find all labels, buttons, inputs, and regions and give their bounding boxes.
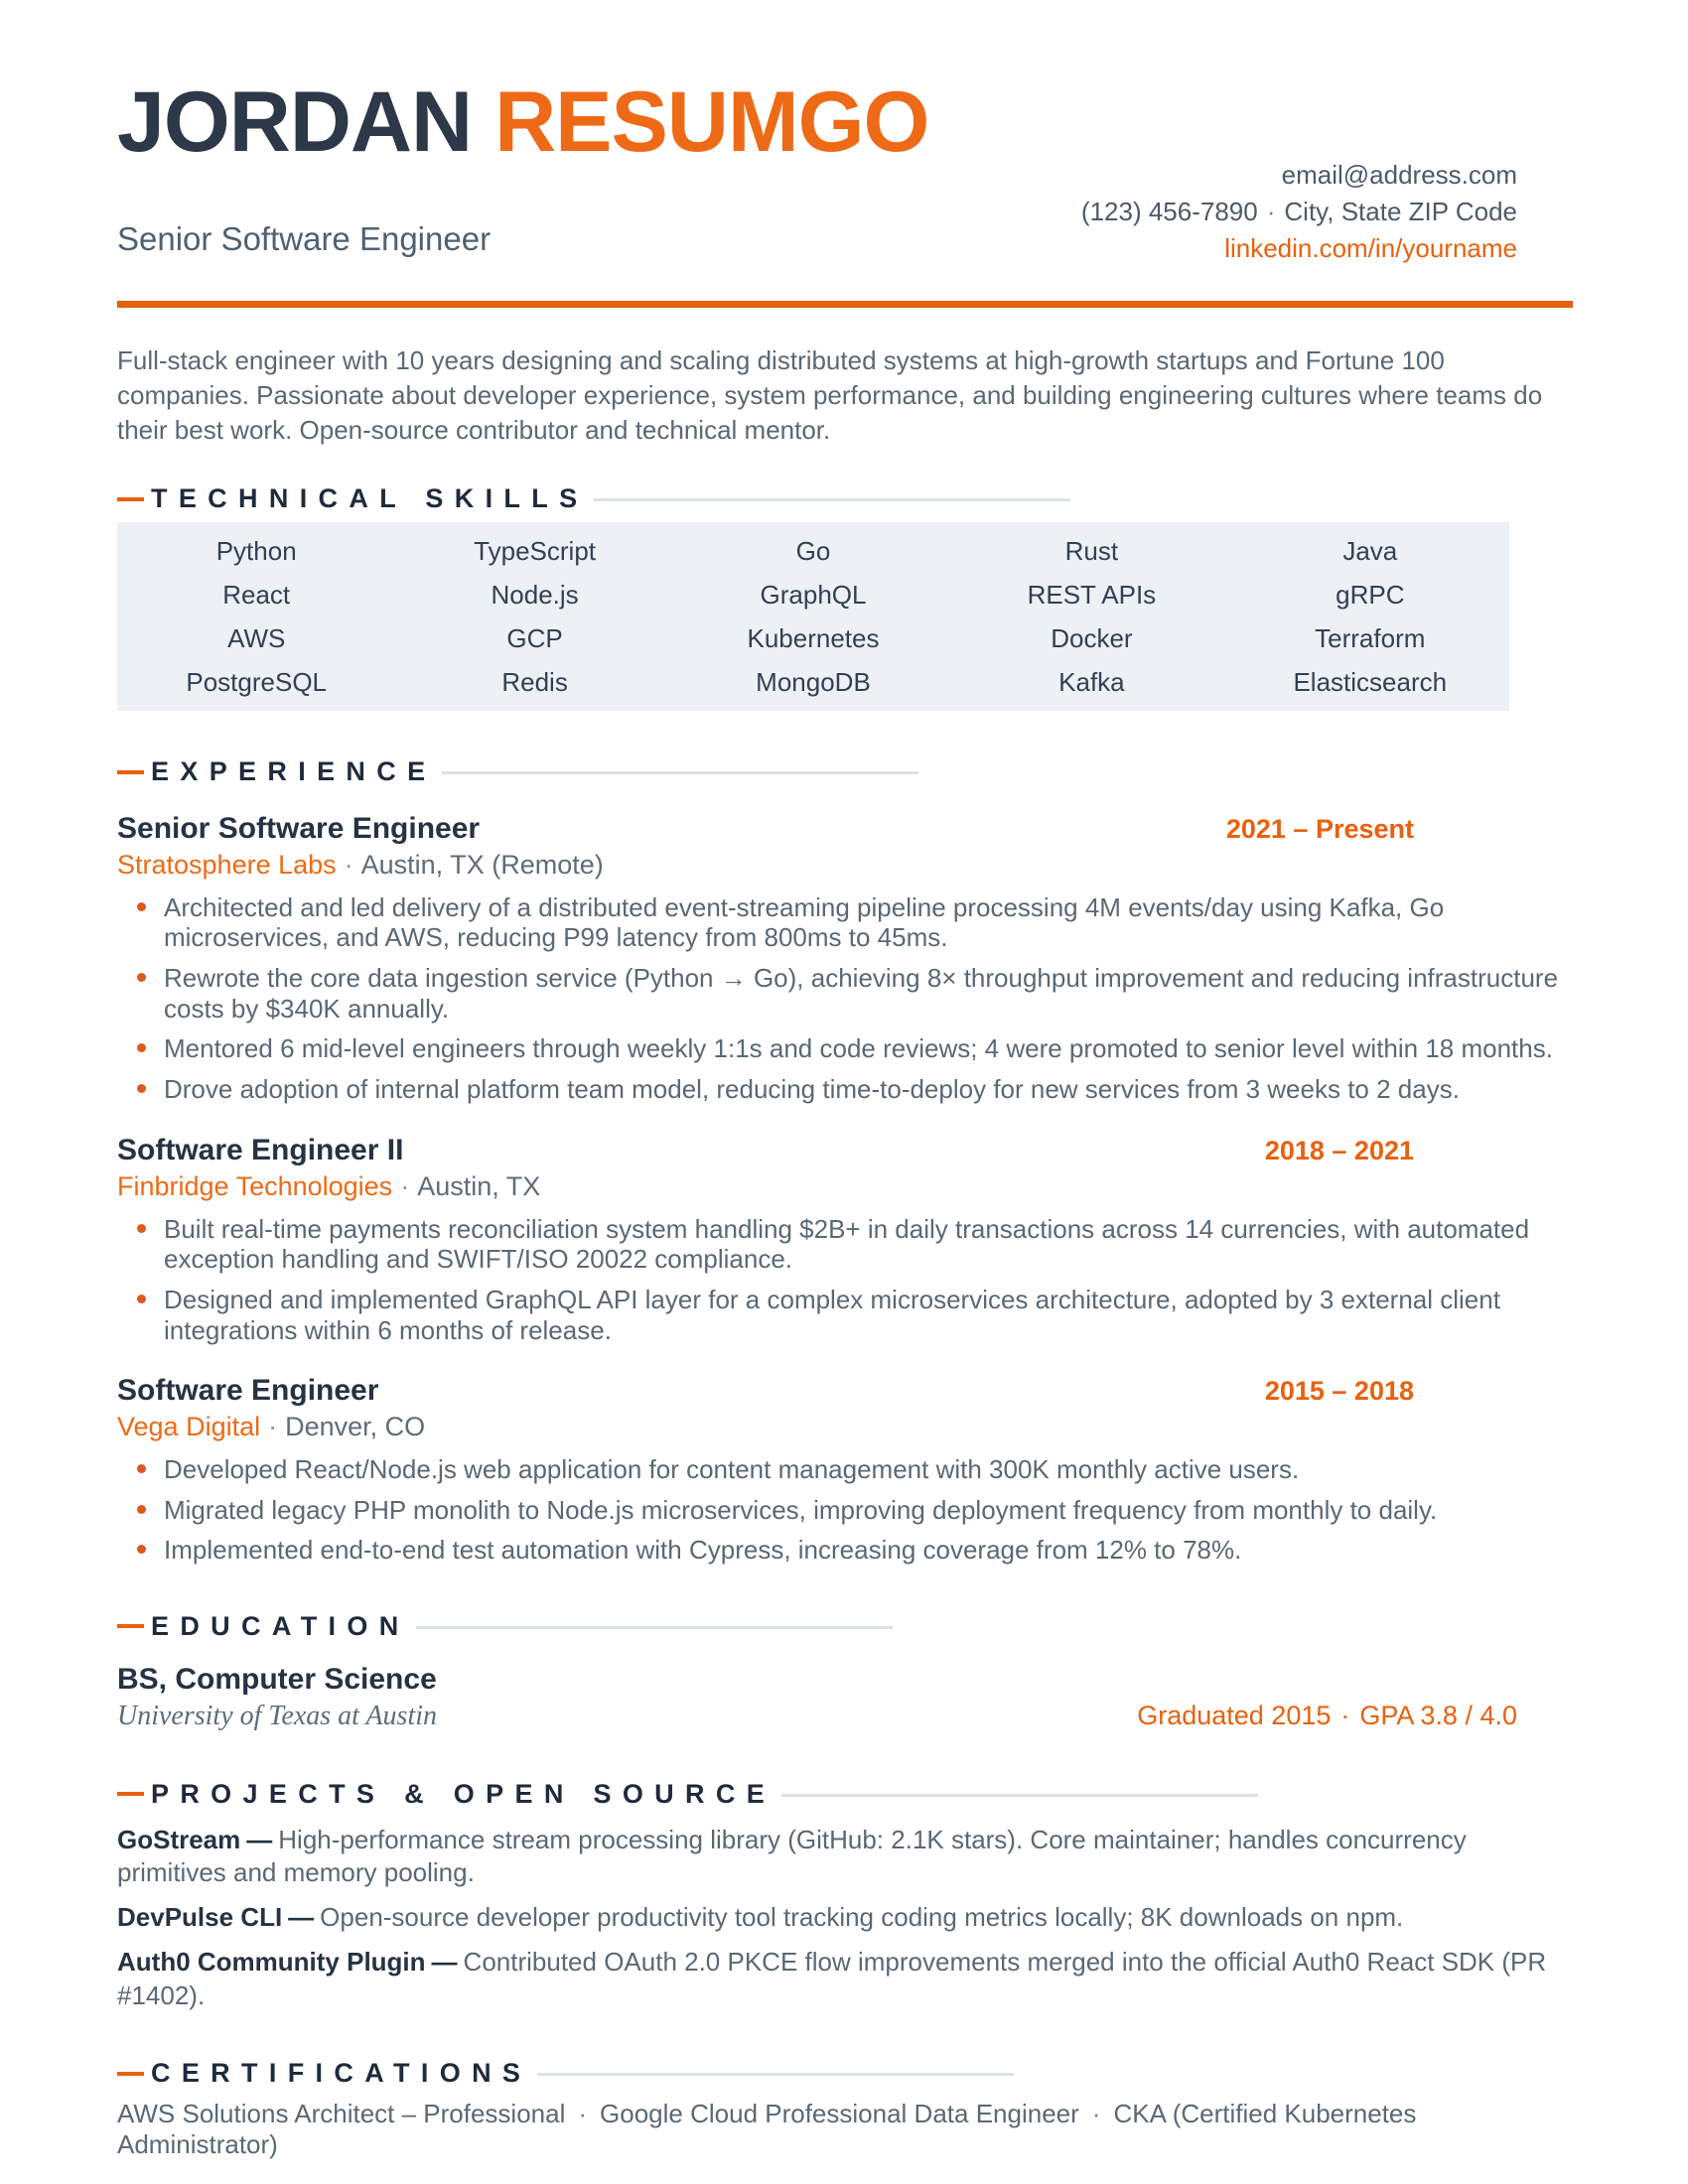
- job-bullet: Developed React/Node.js web application for content management with 300K monthly active users.: [164, 1454, 1573, 1485]
- job-entry: [117, 813, 1573, 1105]
- job-title: Senior Software Engineer: [117, 812, 481, 846]
- certifications-line: [117, 2099, 1573, 2160]
- project-name: GoStream: [117, 1824, 241, 1854]
- job-entry: [117, 1135, 1573, 1345]
- skill-item: MongoDB: [756, 667, 871, 698]
- project-name: DevPulse CLI: [117, 1902, 283, 1933]
- skill-item: PostgreSQL: [186, 667, 328, 698]
- contact-phone-line: [1081, 194, 1517, 230]
- education-detail-row: [117, 1701, 1573, 1732]
- job-dates: 2015 – 2018: [1264, 1376, 1414, 1407]
- headline: Senior Software Engineer: [117, 220, 492, 257]
- contact-separator: ·: [1266, 196, 1276, 226]
- name-block: [117, 74, 929, 258]
- section-line: [594, 498, 1070, 501]
- name-heading: [117, 74, 929, 170]
- header-rule: [117, 301, 1573, 308]
- job-bullet: Rewrote the core data ingestion service (Python → Go), achieving 8× throughput improvement and reducing infrastructure costs by $340K annually.: [164, 963, 1573, 1024]
- contact-phone: (123) 456-7890: [1080, 196, 1258, 226]
- job-entry: [117, 1375, 1573, 1566]
- certification-item: CKA (Certified Kubernetes Administrator): [117, 2099, 1417, 2160]
- company-separator: ·: [400, 1170, 410, 1201]
- job-bullets: [117, 1454, 1573, 1566]
- skill-item: Terraform: [1315, 623, 1426, 654]
- skill-item: Redis: [501, 667, 568, 698]
- section-line: [442, 771, 918, 774]
- skill-item: GraphQL: [760, 580, 867, 611]
- school-name: University of Texas at Austin: [117, 1701, 437, 1732]
- section-title-education: EDUCATION: [151, 1610, 410, 1641]
- project-dash: —: [431, 1947, 458, 1978]
- section-dash-icon: [117, 1624, 144, 1628]
- section-technical-skills: [117, 483, 1573, 711]
- job-bullet: Built real-time payments reconciliation system handling $2B+ in daily transactions across 14 currencies, with automated exception handling and SWIFT/ISO 20022 compliance.: [164, 1214, 1573, 1275]
- section-education: [117, 1611, 1573, 1733]
- job-bullet: Designed and implemented GraphQL API layer for a complex microservices architecture, adopted by 3 external client integrations within 6 months of release.: [164, 1285, 1573, 1345]
- skill-item: gRPC: [1336, 580, 1405, 611]
- education-separator: ·: [1340, 1701, 1350, 1731]
- skill-item: Go: [795, 536, 831, 567]
- job-location: Austin, TX: [417, 1170, 541, 1201]
- company-name: Vega Digital: [117, 1412, 261, 1442]
- job-head: [117, 1375, 1573, 1407]
- job-head: [117, 813, 1573, 845]
- skill-item: GCP: [506, 623, 563, 654]
- job-location: Austin, TX (Remote): [360, 850, 604, 881]
- graduation-info: [1137, 1701, 1517, 1732]
- certification-separator: ·: [1091, 2099, 1101, 2129]
- project-dash: —: [288, 1902, 315, 1933]
- section-dash-icon: [117, 770, 144, 774]
- skill-item: Kubernetes: [747, 623, 880, 654]
- job-bullets: [117, 892, 1573, 1105]
- company-separator: ·: [344, 850, 353, 881]
- section-line: [416, 1626, 893, 1629]
- skill-item: Java: [1342, 536, 1398, 567]
- skill-item: Docker: [1051, 623, 1133, 654]
- section-head-experience: [117, 756, 1573, 787]
- project-description: Open-source developer productivity tool tracking coding metrics locally; 8K downloads on npm.: [320, 1902, 1404, 1933]
- contact-location: City, State ZIP Code: [1284, 196, 1517, 226]
- company-line: [117, 851, 1573, 881]
- section-head-skills: [117, 483, 1573, 514]
- certification-item: Google Cloud Professional Data Engineer: [600, 2099, 1079, 2129]
- job-dates: 2018 – 2021: [1264, 1135, 1414, 1165]
- linkedin-link[interactable]: linkedin.com/in/yourname: [1224, 232, 1517, 263]
- skill-item: Kafka: [1058, 667, 1125, 698]
- skill-item: AWS: [227, 623, 286, 654]
- job-bullet: Drove adoption of internal platform team model, reducing time-to-deploy for new services from 3 weeks to 2 days.: [164, 1074, 1573, 1105]
- project-dash: —: [246, 1824, 273, 1854]
- company-line: [117, 1172, 1573, 1202]
- gpa-value: GPA 3.8 / 4.0: [1359, 1701, 1517, 1731]
- skill-item: React: [222, 580, 291, 611]
- company-separator: ·: [268, 1412, 278, 1442]
- summary-text: Full-stack engineer with 10 years designing and scaling distributed systems at high-growth startups and Fortune 100 companies. Passionate about developer experience, system performance, and building engineering cultures where teams do their best work. Open-source contributor and technical mentor.: [117, 344, 1543, 445]
- skill-item: Rust: [1064, 536, 1119, 567]
- skill-item: Elasticsearch: [1293, 667, 1448, 698]
- contact-linkedin-line: [1081, 230, 1517, 267]
- job-bullets: [117, 1214, 1573, 1346]
- company-name: Stratosphere Labs: [117, 850, 337, 881]
- company-name: Finbridge Technologies: [117, 1170, 393, 1201]
- name-last: RESUMGO: [494, 74, 929, 170]
- skill-item: REST APIs: [1027, 580, 1157, 611]
- section-title-projects: PROJECTS & OPEN SOURCE: [151, 1778, 776, 1809]
- section-head-education: [117, 1611, 1573, 1642]
- section-dash-icon: [117, 1792, 144, 1796]
- resume-header: [117, 74, 1573, 267]
- skill-item: Python: [215, 536, 297, 567]
- graduation-year: Graduated 2015: [1137, 1701, 1332, 1731]
- section-certifications: [117, 2058, 1573, 2160]
- skill-item: Node.js: [491, 580, 579, 611]
- job-bullet: Architected and led delivery of a distributed event-streaming pipeline processing 4M events/day using Kafka, Go microservices, and AWS, reducing P99 latency from 800ms to 45ms.: [164, 892, 1573, 953]
- job-bullet: Implemented end-to-end test automation with Cypress, increasing coverage from 12% to 78%.: [164, 1535, 1573, 1566]
- name-first: JORDAN: [117, 74, 473, 170]
- project-item: [117, 1824, 1573, 1890]
- section-head-projects: [117, 1779, 1573, 1810]
- certification-separator: ·: [578, 2099, 588, 2129]
- job-bullet: Migrated legacy PHP monolith to Node.js microservices, improving deployment frequency from monthly to daily.: [164, 1495, 1573, 1526]
- certification-item: AWS Solutions Architect – Professional: [117, 2099, 566, 2129]
- section-line: [537, 2073, 1014, 2076]
- job-head: [117, 1135, 1573, 1166]
- job-bullet: Mentored 6 mid-level engineers through weekly 1:1s and code reviews; 4 were promoted to senior level within 18 months.: [164, 1033, 1573, 1064]
- project-description: High-performance stream processing library (GitHub: 2.1K stars). Core maintainer; handles concurrency primitives and memory pooling.: [117, 1824, 1467, 1887]
- job-title: Software Engineer II: [117, 1133, 404, 1166]
- job-dates: 2021 – Present: [1225, 814, 1414, 845]
- section-experience: [117, 756, 1573, 1566]
- project-name: Auth0 Community Plugin: [117, 1947, 426, 1978]
- section-title-certifications: CERTIFICATIONS: [151, 2058, 532, 2088]
- contact-info: [1081, 157, 1517, 267]
- company-line: [117, 1413, 1573, 1442]
- project-description: Contributed OAuth 2.0 PKCE flow improvements merged into the official Auth0 React SDK (PR #1402).: [117, 1947, 1547, 2010]
- section-dash-icon: [117, 497, 144, 501]
- name-space: [472, 74, 494, 170]
- section-line: [781, 1794, 1258, 1797]
- section-projects: [117, 1779, 1573, 2012]
- degree: BS, Computer Science: [117, 1662, 437, 1696]
- job-location: Denver, CO: [285, 1412, 426, 1442]
- skills-grid: [117, 522, 1509, 711]
- section-dash-icon: [117, 2072, 144, 2076]
- section-title-skills: TECHNICAL SKILLS: [151, 483, 589, 513]
- skill-item: TypeScript: [474, 536, 596, 567]
- job-title: Software Engineer: [117, 1374, 379, 1408]
- contact-email-line: [1081, 157, 1517, 194]
- section-title-experience: EXPERIENCE: [151, 756, 437, 787]
- contact-email: email@address.com: [1281, 160, 1517, 190]
- section-head-certifications: [117, 2058, 1573, 2089]
- project-item: [117, 1946, 1573, 2012]
- project-item: [117, 1901, 1573, 1934]
